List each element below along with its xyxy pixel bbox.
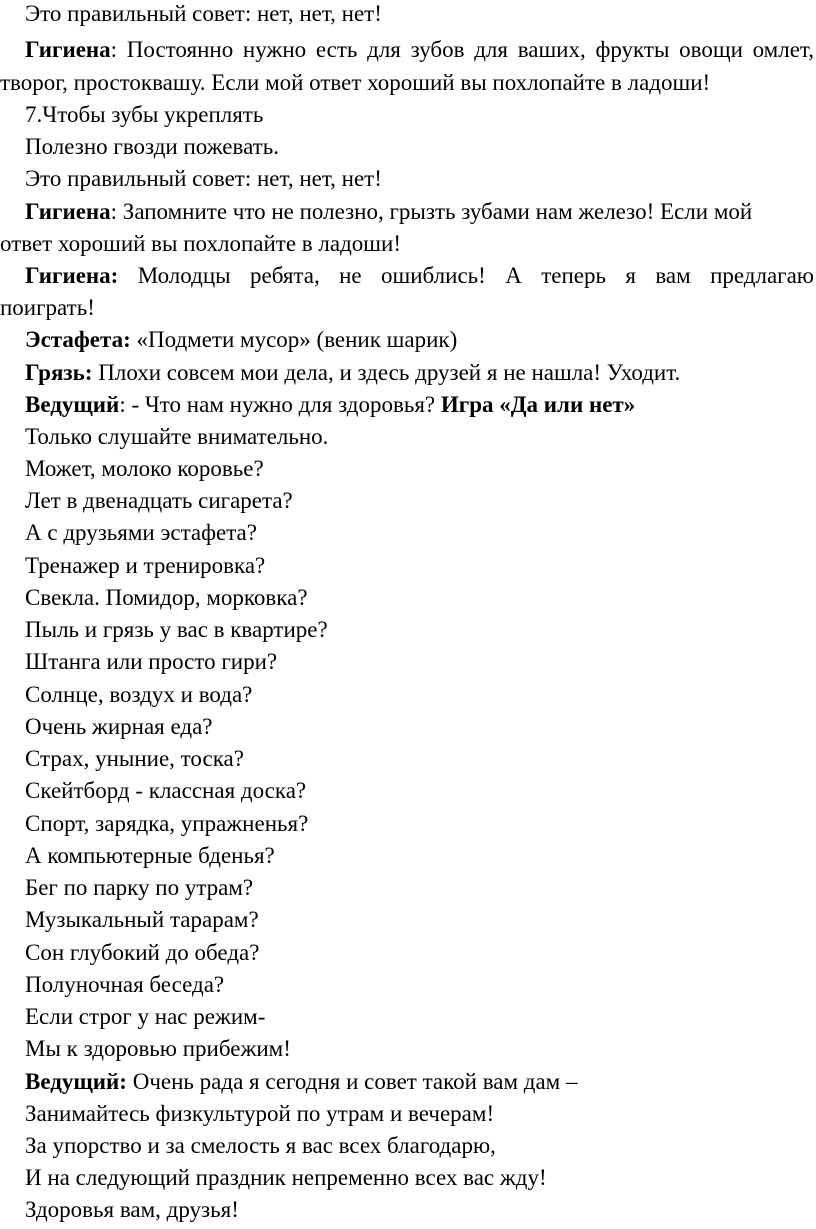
- text-line: [25, 134, 279, 160]
- text-line: [25, 1, 382, 27]
- line-text: Очень жирная еда?: [25, 714, 213, 739]
- text-line: [25, 166, 382, 192]
- text-line: [25, 263, 814, 289]
- game-title: Игра «Да или нет»: [440, 392, 636, 417]
- line-text: Если строг у нас режим-: [25, 1004, 266, 1029]
- text-line: [25, 1165, 547, 1191]
- line-text: : - Что нам нужно для здоровья?: [119, 392, 441, 417]
- text-line: [25, 1004, 265, 1030]
- text-line: [25, 1197, 239, 1223]
- line-text: Сон глубокий до обеда?: [25, 940, 260, 965]
- line-text: Музыкальный тарарам?: [25, 907, 259, 932]
- text-line: [25, 585, 308, 611]
- text-line: [25, 811, 308, 837]
- line-text: Штанга или просто гири?: [25, 649, 278, 674]
- speaker-label: Гигиена:: [25, 263, 119, 288]
- line-text: Скейтборд - классная доска?: [25, 778, 307, 803]
- line-text: А компьютерные бденья?: [25, 843, 275, 868]
- text-line: [25, 520, 257, 546]
- text-line: [25, 940, 259, 966]
- text-line: [25, 1101, 494, 1127]
- line-text: Тренажер и тренировка?: [25, 553, 266, 578]
- text-line: [25, 360, 680, 386]
- speaker-label: Эстафета:: [25, 327, 131, 352]
- line-text: Это правильный совет: нет, нет, нет!: [25, 1, 382, 26]
- line-text: Это правильный совет: нет, нет, нет!: [25, 166, 382, 191]
- text-line: [25, 682, 252, 708]
- text-line: [25, 456, 264, 482]
- line-text: Мы к здоровью прибежим!: [25, 1036, 291, 1061]
- text-line: [25, 1133, 496, 1159]
- text-line: [25, 424, 328, 450]
- text-line: [25, 553, 265, 579]
- text-line: [0, 70, 710, 96]
- text-line: [25, 649, 277, 675]
- line-text: : Запомните что не полезно, грызть зубами нам железо! Если мой: [110, 199, 753, 224]
- line-text: Лет в двенадцать сигарета?: [25, 488, 293, 513]
- text-line: [25, 714, 213, 740]
- line-text: И на следующий праздник непременно всех вас жду!: [25, 1165, 547, 1190]
- text-line: [25, 1036, 291, 1062]
- line-text: 7.Чтобы зубы укреплять: [25, 102, 264, 127]
- text-line: [25, 778, 306, 804]
- line-text: «Подмети мусор» (веник шарик): [130, 327, 458, 352]
- text-line: [25, 907, 259, 933]
- speaker-label: Ведущий: [25, 392, 120, 417]
- text-line: [0, 295, 95, 321]
- speaker-label: Ведущий:: [25, 1069, 127, 1094]
- line-text: Полезно гвозди пожевать.: [25, 134, 279, 159]
- line-text: Полуночная беседа?: [25, 972, 225, 997]
- line-text: Страх, уныние, тоска?: [25, 746, 244, 771]
- line-text: За упорство и за смелость я вас всех благодарю,: [25, 1133, 496, 1158]
- text-line: [25, 392, 635, 418]
- line-text: ответ хороший вы похлопайте в ладоши!: [0, 231, 401, 256]
- text-line: [25, 327, 457, 353]
- line-text: поиграть!: [0, 295, 95, 320]
- speaker-label: Гигиена: [25, 37, 111, 62]
- text-line: [0, 231, 401, 257]
- line-text: Здоровья вам, друзья!: [25, 1197, 239, 1222]
- text-line: [25, 746, 244, 772]
- line-text: Спорт, зарядка, упражненья?: [25, 811, 309, 836]
- line-text: А с друзьями эстафета?: [25, 520, 257, 545]
- line-text: Молодцы ребята, не ошиблись! А теперь я вам предлагаю: [118, 263, 814, 288]
- line-text: Может, молоко коровье?: [25, 456, 264, 481]
- line-text: : Постоянно нужно есть для зубов для ваших, фрукты овощи омлет,: [110, 37, 814, 62]
- line-text: Занимайтесь физкультурой по утрам и вечерам!: [25, 1101, 495, 1126]
- line-text: Плохи совсем мои дела, и здесь друзей я не нашла! Уходит.: [92, 360, 681, 385]
- line-text: Свекла. Помидор, морковка?: [25, 585, 308, 610]
- text-line: [25, 972, 224, 998]
- line-text: Только слушайте внимательно.: [25, 424, 329, 449]
- text-line: [25, 37, 814, 63]
- text-line: [25, 1069, 577, 1095]
- text-line: [25, 488, 293, 514]
- text-line: [25, 102, 263, 128]
- line-text: Очень рада я сегодня и совет такой вам дам –: [126, 1069, 578, 1094]
- speaker-label: Гигиена: [25, 199, 111, 224]
- line-text: Солнце, воздух и вода?: [25, 682, 253, 707]
- text-line: [25, 199, 752, 225]
- line-text: Пыль и грязь у вас в квартире?: [25, 617, 328, 642]
- text-line: [25, 843, 275, 869]
- line-text: творог, простоквашу. Если мой ответ хороший вы похлопайте в ладоши!: [0, 70, 711, 95]
- text-line: [25, 875, 253, 901]
- line-text: Бег по парку по утрам?: [25, 875, 254, 900]
- text-line: [25, 617, 328, 643]
- speaker-label: Грязь:: [25, 360, 93, 385]
